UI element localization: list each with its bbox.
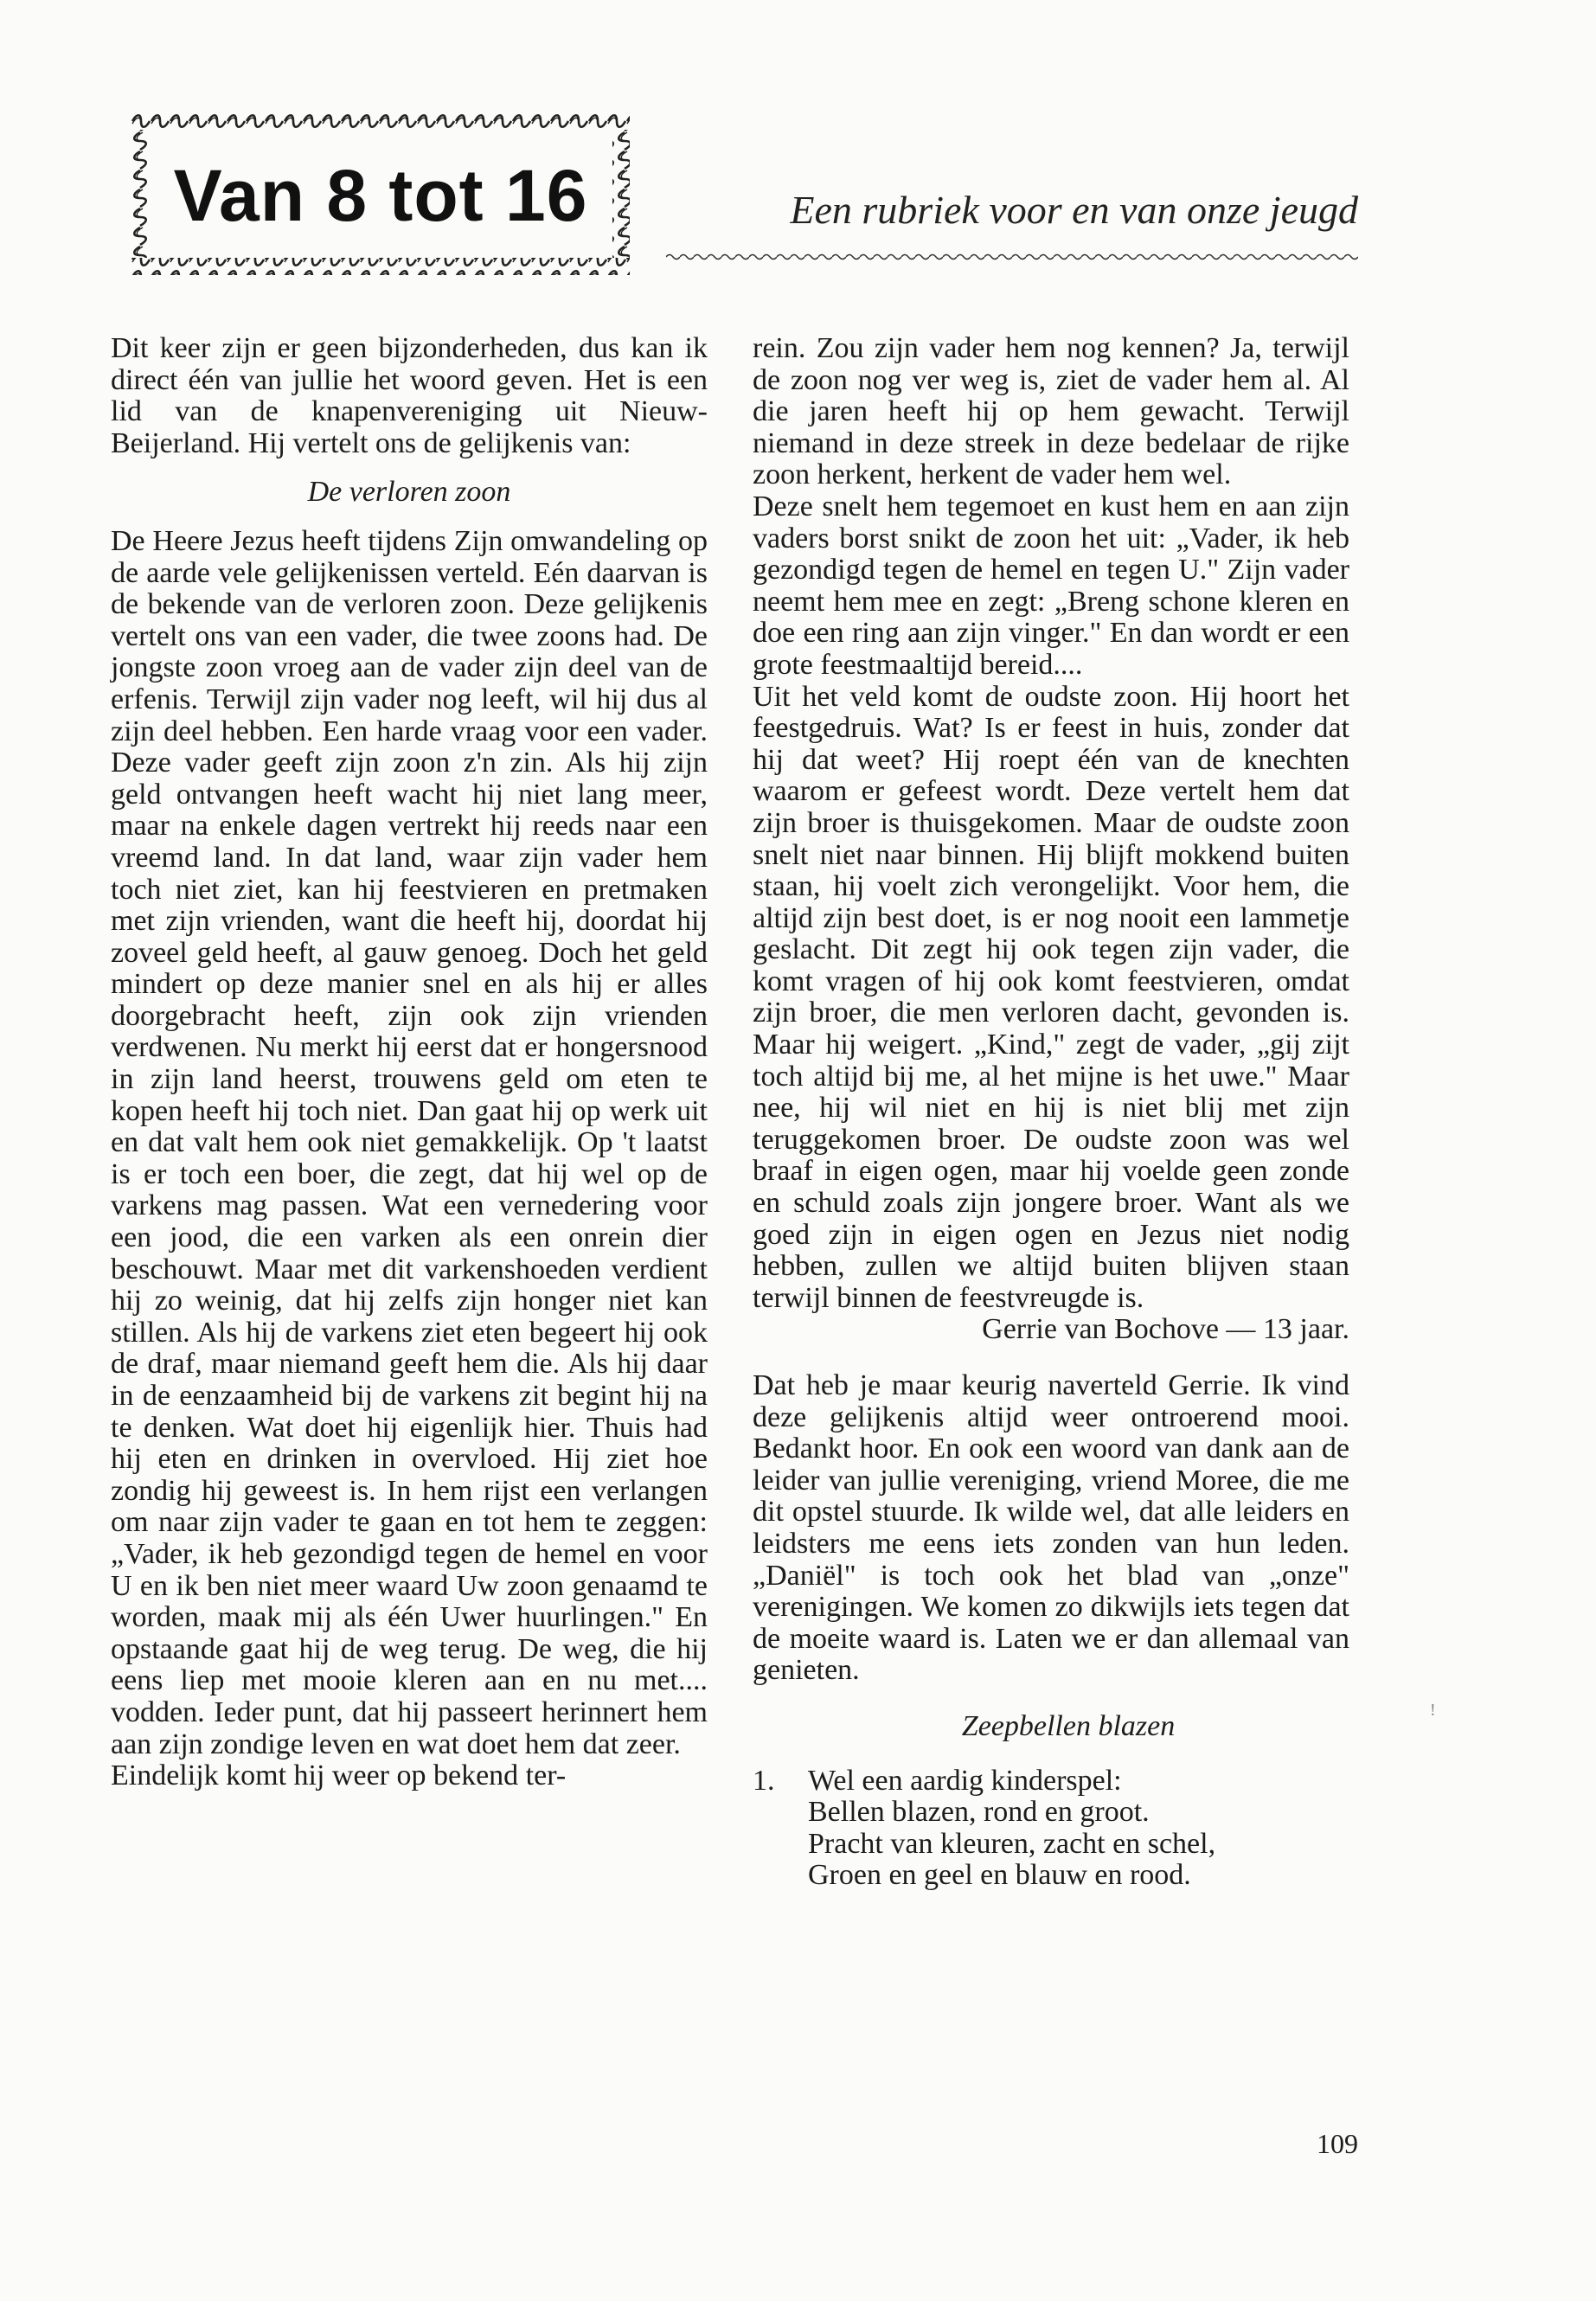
story-paragraph-continued: rein. Zou zijn vader hem nog kennen? Ja, terwijl de zoon nog ver weg is, ziet de vader hem al. Al die jaren heeft hij op hem gewacht. Terwijl niemand in deze streek in deze bedelaar de rijke zoon herkent, herkent de vader hem wel. [753, 332, 1349, 491]
margin-mark: ! [1430, 1701, 1436, 1720]
intro-paragraph: Dit keer zijn er geen bijzonderheden, dus kan ik direct één van jullie het woord geven. Het is een lid van de knapenvereniging uit Nieuw-Beijerland. Hij vertelt ons de gelijkenis van: [111, 332, 708, 459]
page-number: 109 [1317, 2128, 1358, 2159]
left-column [111, 333, 708, 1792]
author-signature: Gerrie van Bochove — 13 jaar. [982, 1313, 1349, 1346]
story-paragraph-elder-son: Uit het veld komt de oudste zoon. Hij hoort het feestgedruis. Wat? Is er feest in huis, zonder dat hij dat weet? Hij roept één van de knechten waarom er gefeest wordt. Deze vertelt hem dat zijn broer is thuisgekomen. Maar de oudste zoon snelt niet naar binnen. Hij blijft mokkend buiten staan, hij voelt zich verongelijkt. Voor hem, die altijd zijn best doet, is er nog nooit een lammetje geslacht. Dit zegt hij ook tegen zijn vader, die komt vragen of hij ook komt feestvieren, omdat zijn broer, die men verloren dacht, gevonden is. Maar hij weigert. „Kind," zegt de vader, „gij zijt toch altijd bij me, al het mijne is het uwe." Maar nee, hij wil niet en hij is niet blij met zijn teruggekomen broer. De oudste zoon was wel braaf in eigen ogen, maar hij voelde geen zonde en schuld zoals zijn jongere broer. Want als we goed zijn in eigen ogen en Jezus niet nodig hebben, zullen we altijd buiten blijven staan terwijl binnen de feestvreugde is. [753, 680, 1349, 1314]
poem-line: Pracht van kleuren, zacht en schel, [808, 1827, 1216, 1860]
title-box [131, 112, 630, 275]
poem [753, 1766, 1349, 1892]
poem-line: 1. Wel een aardig kinderspel: [753, 1764, 1122, 1797]
story-paragraph: De Heere Jezus heeft tijdens Zijn omwandeling op de aarde vele gelijkenissen verteld. Eén daarvan is de bekende van de verloren zoon. Deze gelijkenis vertelt ons van een vader, die twee zoons had. De jongste zoon vroeg aan de vader zijn deel van de erfenis. Terwijl zijn vader nog leeft, wil hij dus al zijn deel hebben. Een harde vraag voor een vader. Deze vader geeft zijn zoon z'n zin. Als hij zijn geld ontvangen heeft wacht hij niet lang meer, maar na enkele dagen vertrekt hij reeds naar een vreemd land. In dat land, waar zijn vader hem toch niet ziet, kan hij feestvieren en pretmaken met zijn vrienden, want die heeft hij, doordat hij zoveel geld heeft, al gauw genoeg. Doch het geld mindert op deze manier snel en als hij er alles doorgebracht heeft, zijn ook zijn vrienden verdwenen. Nu merkt hij eerst dat er hongersnood in zijn land heerst, trouwens geld om eten te kopen heeft hij toch niet. Dan gaat hij op werk uit en dat valt hem ook niet gemakkelijk. Op 't laatst is er toch een boer, die zegt, dat hij wel op de varkens mag passen. Wat een vernedering voor een jood, die een varken als een onrein dier beschouwt. Maar met dit varkenshoeden verdient hij zo weinig, dat hij zelfs zijn honger niet kan stillen. Als hij de varkens ziet eten begeert hij ook de draf, maar niemand geeft hem die. Als hij daar in de eenzaamheid bij de varkens zit begint hij na te denken. Wat doet hij eigenlijk hier. Thuis had hij eten en drinken in overvloed. Hij ziet hoe zondig hij geweest is. In hem rijst een verlangen om naar zijn vader te gaan en tot hem te zeggen: „Vader, ik heb gezondigd tegen de hemel en voor U en ik ben niet meer waard Uw zoon genaamd te worden, maak mij als één Uwer huurlingen." En opstaande gaat hij de weg terug. De weg, die hij eens liep met mooie kleren aan en nu met.... vodden. Ieder punt, dat hij passeert herinnert hem aan zijn zondige leven en wat doet hem dat zeer. [111, 524, 708, 1760]
section-subtitle: Een rubriek voor en van onze jeugd [790, 188, 1358, 232]
page-title: Van 8 tot 16 [173, 155, 588, 236]
poem-line: Groen en geel en blauw en rood. [808, 1859, 1191, 1892]
right-column [753, 333, 1349, 1892]
poem-title: Zeepbellen blazen [961, 1709, 1176, 1742]
story-title: De verloren zoon [307, 476, 511, 509]
wavy-divider-decoration [666, 251, 1358, 263]
stanza-number: 1. [753, 1764, 775, 1797]
editor-response: Dat heb je maar keurig naverteld Gerrie. Ik vind deze gelijkenis altijd weer ontroerend mooi. Bedankt hoor. En ook een woord van dank aan de leider van jullie vereniging, vriend Moree, die me dit opstel stuurde. Ik wilde wel, dat alle leiders en leidsters me eens iets zonden van hun leden. „Daniël" is toch ook het blad van „onze" verenigingen. We komen zo dikwijls iets tegen dat de moeite waard is. Laten we er dan allemaal van genieten. [753, 1369, 1349, 1687]
story-continuation-line: Eindelijk komt hij weer op bekend ter- [111, 1759, 567, 1792]
poem-line: Bellen blazen, rond en groot. [808, 1796, 1150, 1829]
story-paragraph-embrace: Deze snelt hem tegemoet en kust hem en aan zijn vaders borst snikt de zoon het uit: „Vader, ik heb gezondigd tegen de hemel en tegen U." Zijn vader neemt hem mee en zegt: „Breng schone kleren en doe een ring aan zijn vinger." En dan wordt er een grote feestmaaltijd bereid.... [753, 490, 1349, 681]
